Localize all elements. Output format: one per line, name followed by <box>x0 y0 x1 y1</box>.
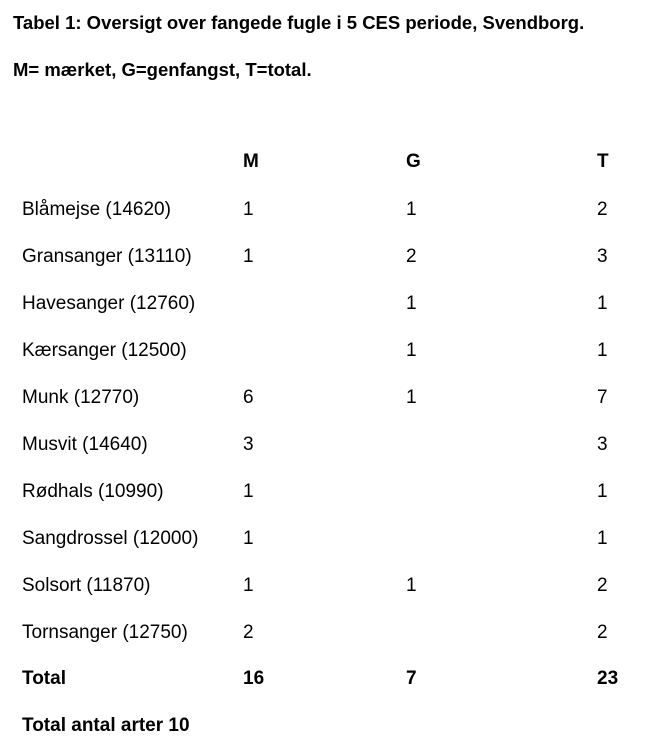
total-count: 1 <box>597 340 608 361</box>
document-subtitle: M= mærket, G=genfangst, T=total. <box>13 59 312 80</box>
recapture-count: 1 <box>406 387 417 408</box>
table-header-row <box>0 147 668 177</box>
header-m: M <box>243 151 259 172</box>
species-name: Tornsanger (12750) <box>22 622 188 643</box>
species-name: Munk (12770) <box>22 387 140 408</box>
recapture-count: 1 <box>406 293 417 314</box>
table-row <box>0 383 668 413</box>
total-count: 7 <box>597 387 608 408</box>
total-g: 7 <box>406 668 417 689</box>
species-name: Solsort (11870) <box>22 575 151 596</box>
marked-count: 2 <box>243 622 254 643</box>
table-row <box>0 242 668 272</box>
document-title: Tabel 1: Oversigt over fangede fugle i 5 CES periode, Svendborg. <box>13 12 585 33</box>
marked-count: 1 <box>243 246 254 267</box>
table-row <box>0 289 668 319</box>
species-name: Havesanger (12760) <box>22 293 196 314</box>
marked-count: 1 <box>243 481 254 502</box>
recapture-count: 1 <box>406 340 417 361</box>
table-total-row <box>0 664 668 694</box>
species-name: Rødhals (10990) <box>22 481 164 502</box>
recapture-count: 1 <box>406 575 417 596</box>
species-name: Blåmejse (14620) <box>22 199 171 220</box>
total-count: 3 <box>597 434 608 455</box>
total-label: Total <box>22 668 66 689</box>
total-count: 1 <box>597 481 608 502</box>
species-name: Sangdrossel (12000) <box>22 528 199 549</box>
total-count: 2 <box>597 622 608 643</box>
marked-count: 1 <box>243 199 254 220</box>
marked-count: 1 <box>243 575 254 596</box>
total-count: 2 <box>597 575 608 596</box>
total-t: 23 <box>597 668 619 689</box>
table-row <box>0 618 668 648</box>
header-g: G <box>406 151 421 172</box>
total-count: 1 <box>597 528 608 549</box>
marked-count: 6 <box>243 387 254 408</box>
recapture-count: 1 <box>406 199 417 220</box>
header-t: T <box>597 151 609 172</box>
species-name: Kærsanger (12500) <box>22 340 187 361</box>
marked-count: 3 <box>243 434 254 455</box>
table-row <box>0 477 668 507</box>
table-row <box>0 524 668 554</box>
marked-count: 1 <box>243 528 254 549</box>
table-row <box>0 195 668 225</box>
recapture-count: 2 <box>406 246 417 267</box>
total-count: 2 <box>597 199 608 220</box>
species-count: Total antal arter 10 <box>22 715 190 736</box>
table-row <box>0 571 668 601</box>
table-row <box>0 430 668 460</box>
table-row <box>0 336 668 366</box>
total-m: 16 <box>243 668 265 689</box>
total-count: 1 <box>597 293 608 314</box>
species-name: Musvit (14640) <box>22 434 148 455</box>
total-count: 3 <box>597 246 608 267</box>
species-name: Gransanger (13110) <box>22 246 192 267</box>
